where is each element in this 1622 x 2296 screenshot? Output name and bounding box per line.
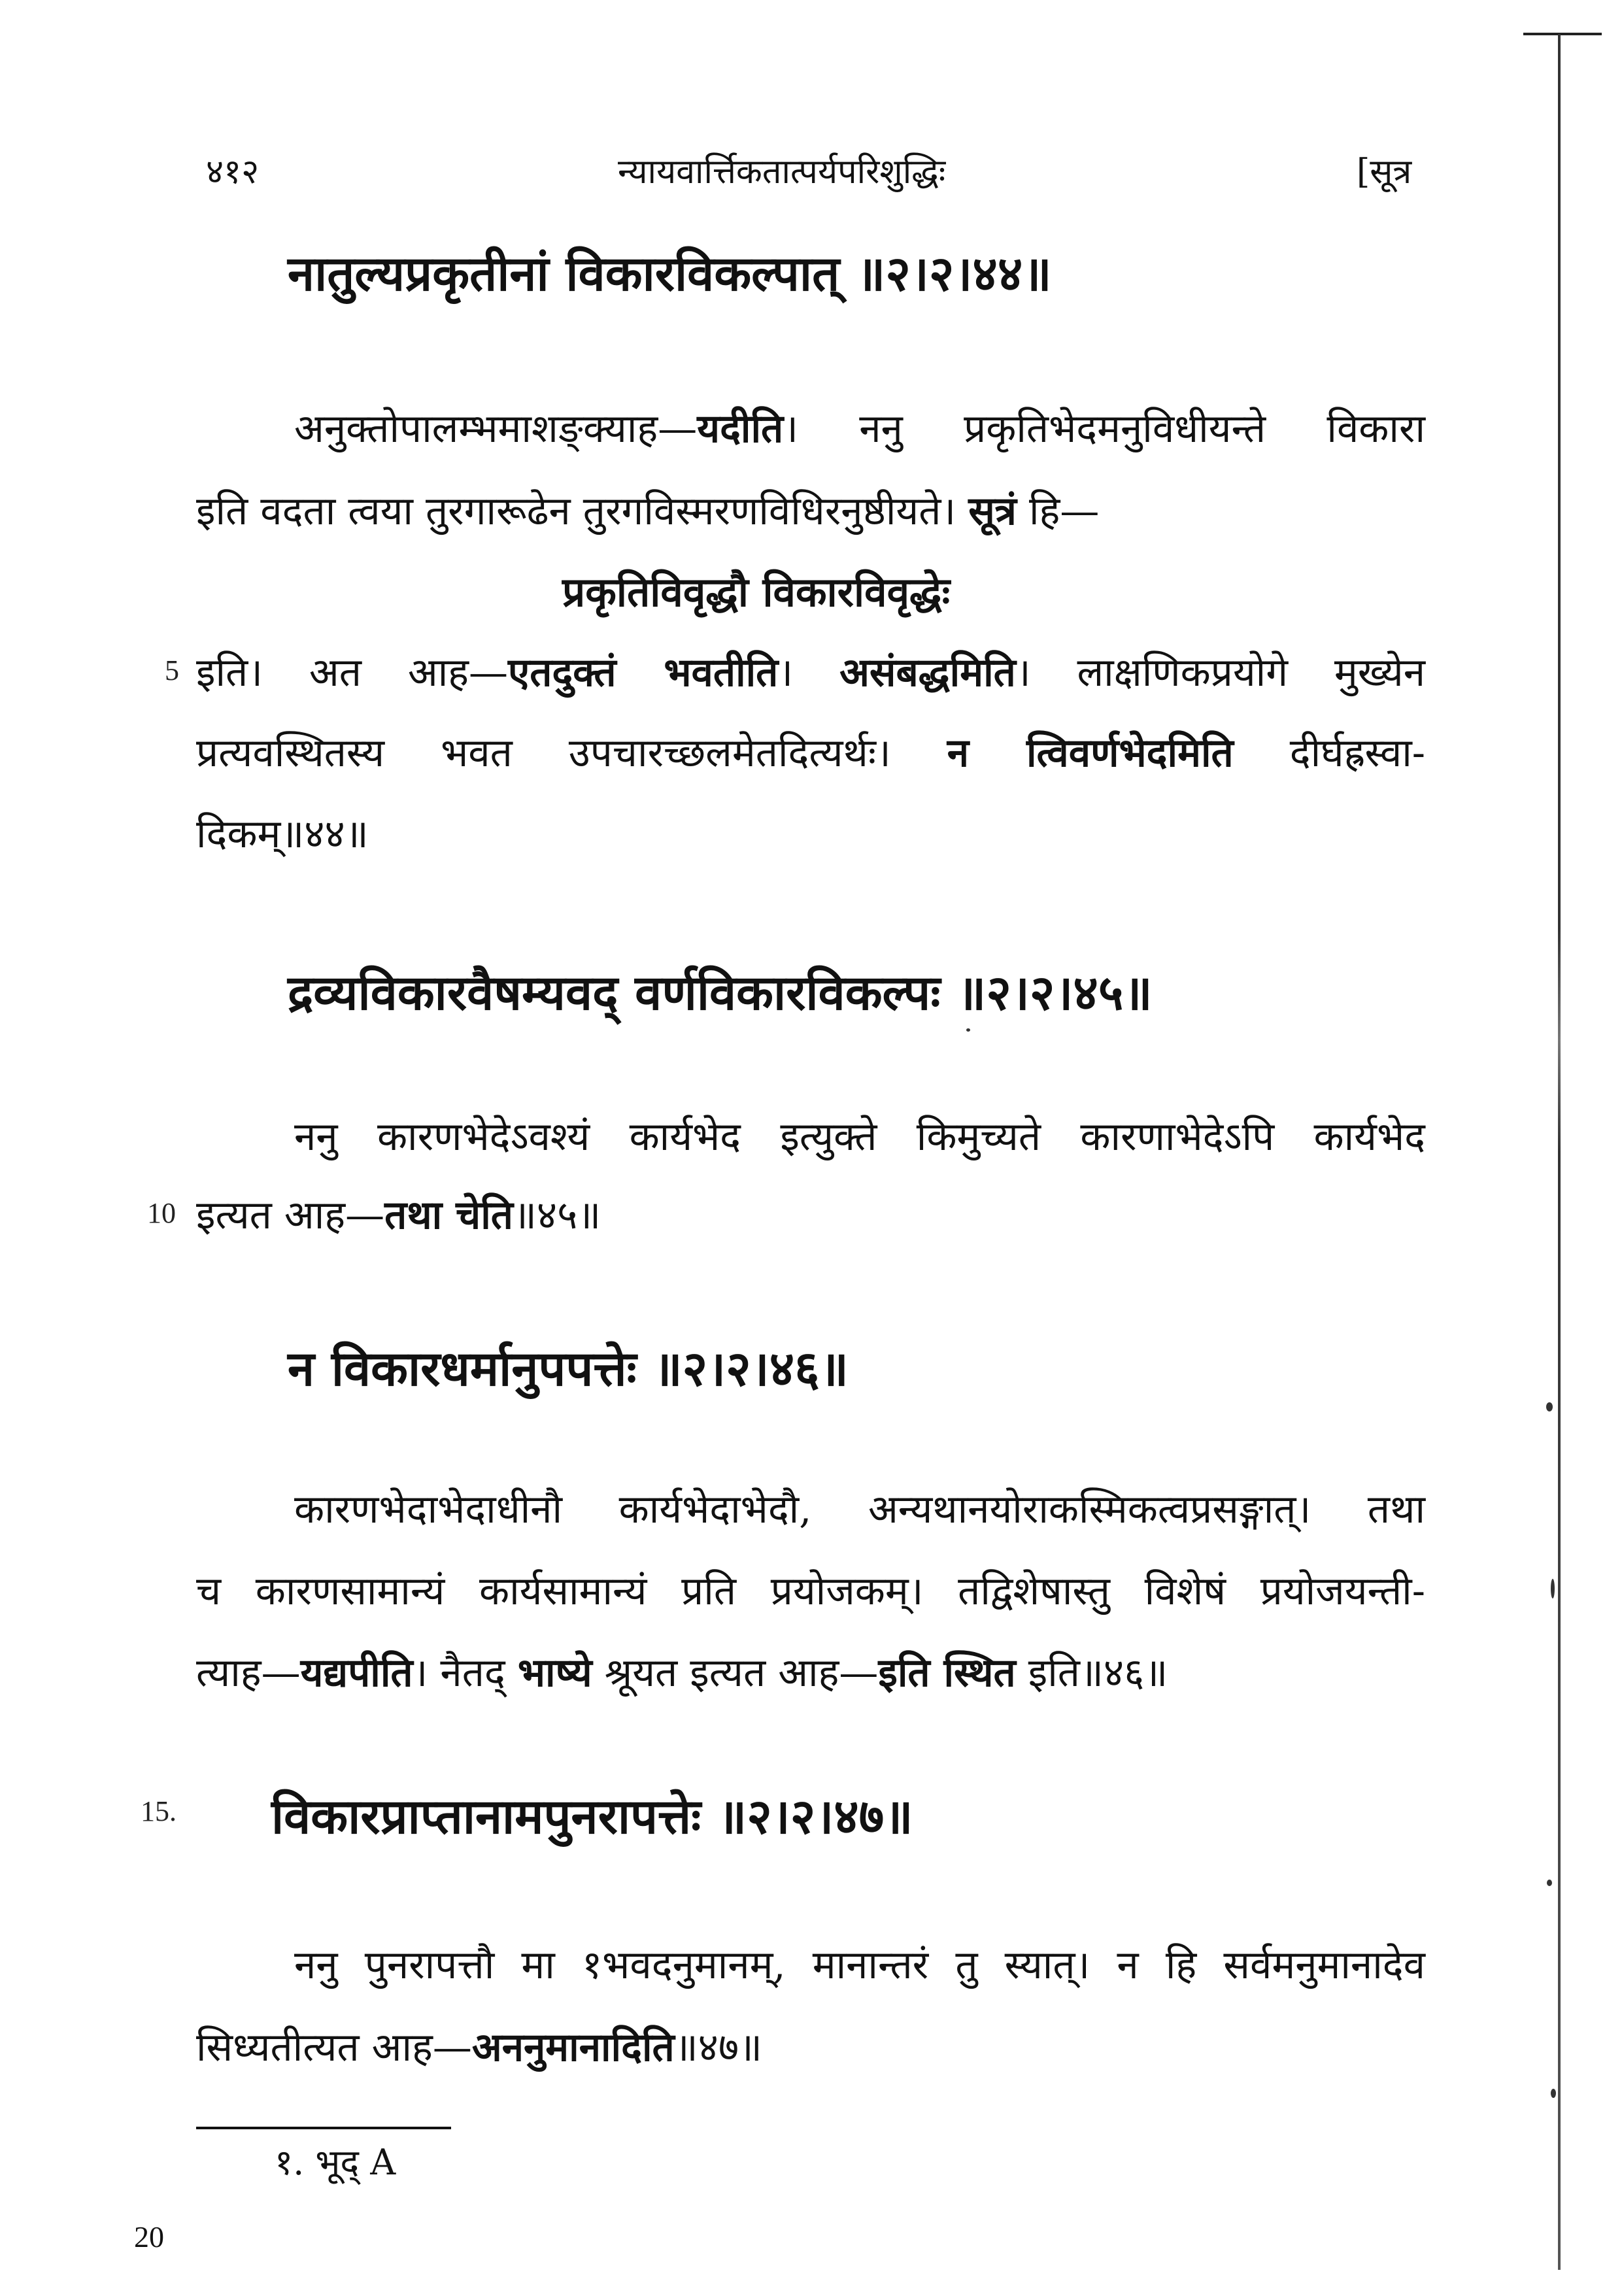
header-page-number: ४१२ [206, 152, 260, 192]
line-number-15: 15. [141, 1795, 177, 1827]
commentary-45-line-1: ननु कारणभेदेऽवश्यं कार्यभेद इत्युक्ते किमुच्यते कारणाभेदेऽपि कार्यभेद [294, 1114, 1425, 1160]
line-number-5: 5 [165, 654, 179, 686]
scan-edge-horizontal [1523, 33, 1602, 35]
commentary-46-line-2: च कारणसामान्यं कार्यसामान्यं प्रति प्रयोजकम्। तद्विशेषास्तु विशेषं प्रयोजयन्ती- [196, 1568, 1425, 1614]
quoted-sutra: प्रकृतिविवृद्धौ विकारविवृद्धेः [562, 568, 951, 616]
scan-speck [966, 1028, 970, 1032]
sutra-heading-45: द्रव्यविकारवैषम्यवद् वर्णविकारविकल्पः ॥२।२।४५॥ [288, 965, 1153, 1021]
line-number-10: 10 [147, 1197, 176, 1229]
sutra-heading-46: न विकारधर्मानुपपत्तेः ॥२।२।४६॥ [288, 1341, 849, 1397]
scan-speck [1551, 1579, 1555, 1598]
commentary-45-line-2: इत्यत आह—तथा चेति॥४५॥ [196, 1192, 601, 1238]
footnote-rule [196, 2127, 451, 2129]
header-title: न्यायवार्त्तिकतात्पर्यपरिशुद्धिः [618, 152, 946, 192]
scan-speck [1546, 1402, 1553, 1411]
header-section: [सूत्र [1357, 152, 1412, 192]
sutra-heading-44: नातुल्यप्रकृतीनां विकारविकल्पात् ॥२।२।४४॥ [288, 246, 1052, 302]
commentary-44-line-1: अनुक्तोपालम्भमाशङ्क्याह—यदीति। ननु प्रकृतिभेदमनुविधीयन्ते विकारा [294, 406, 1425, 452]
commentary-44-line-4: इति। अत आह—एतदुक्तं भवतीति। असंबद्धमिति। लाक्षणिकप्रयोगे मुख्येन [196, 650, 1426, 696]
commentary-46-line-1: कारणभेदाभेदाधीनौ कार्यभेदाभेदौ, अन्यथानयोराकस्मिकत्वप्रसङ्गात्। तथा [294, 1487, 1425, 1532]
signature-number: 20 [134, 2220, 164, 2254]
commentary-44-line-2: इति वदता त्वया तुरगारूढेन तुरगविस्मरणविधिरनुष्ठीयते। सूत्रं हि— [196, 488, 1100, 534]
commentary-44-line-5: प्रत्यवस्थितस्य भवत उपचारच्छलमेतदित्यर्थः। न त्विवर्णभेदमिति दीर्घह्रस्वा- [196, 730, 1426, 776]
scan-speck [1551, 2089, 1556, 2098]
commentary-47-line-1: ननु पुनरापत्तौ मा १भवदनुमानम्, मानान्तरं तु स्यात्। न हि सर्वमनुमानादेव [294, 1942, 1425, 1988]
scan-speck [1547, 1880, 1552, 1886]
sutra-heading-47: विकारप्राप्तानामपुनरापत्तेः ॥२।२।४७॥ [271, 1789, 913, 1845]
scan-edge-vertical [1558, 34, 1561, 2270]
commentary-46-line-3: त्याह—यद्यपीति। नैतद् भाष्ये श्रूयत इत्यत आह—इति स्थित इति॥४६॥ [196, 1650, 1168, 1696]
footnote: १. भूद् A [275, 2142, 396, 2183]
commentary-44-line-6: दिकम्॥४४॥ [196, 811, 369, 857]
commentary-47-line-2: सिध्यतीत्यत आह—अननुमानादिति॥४७॥ [196, 2025, 762, 2070]
